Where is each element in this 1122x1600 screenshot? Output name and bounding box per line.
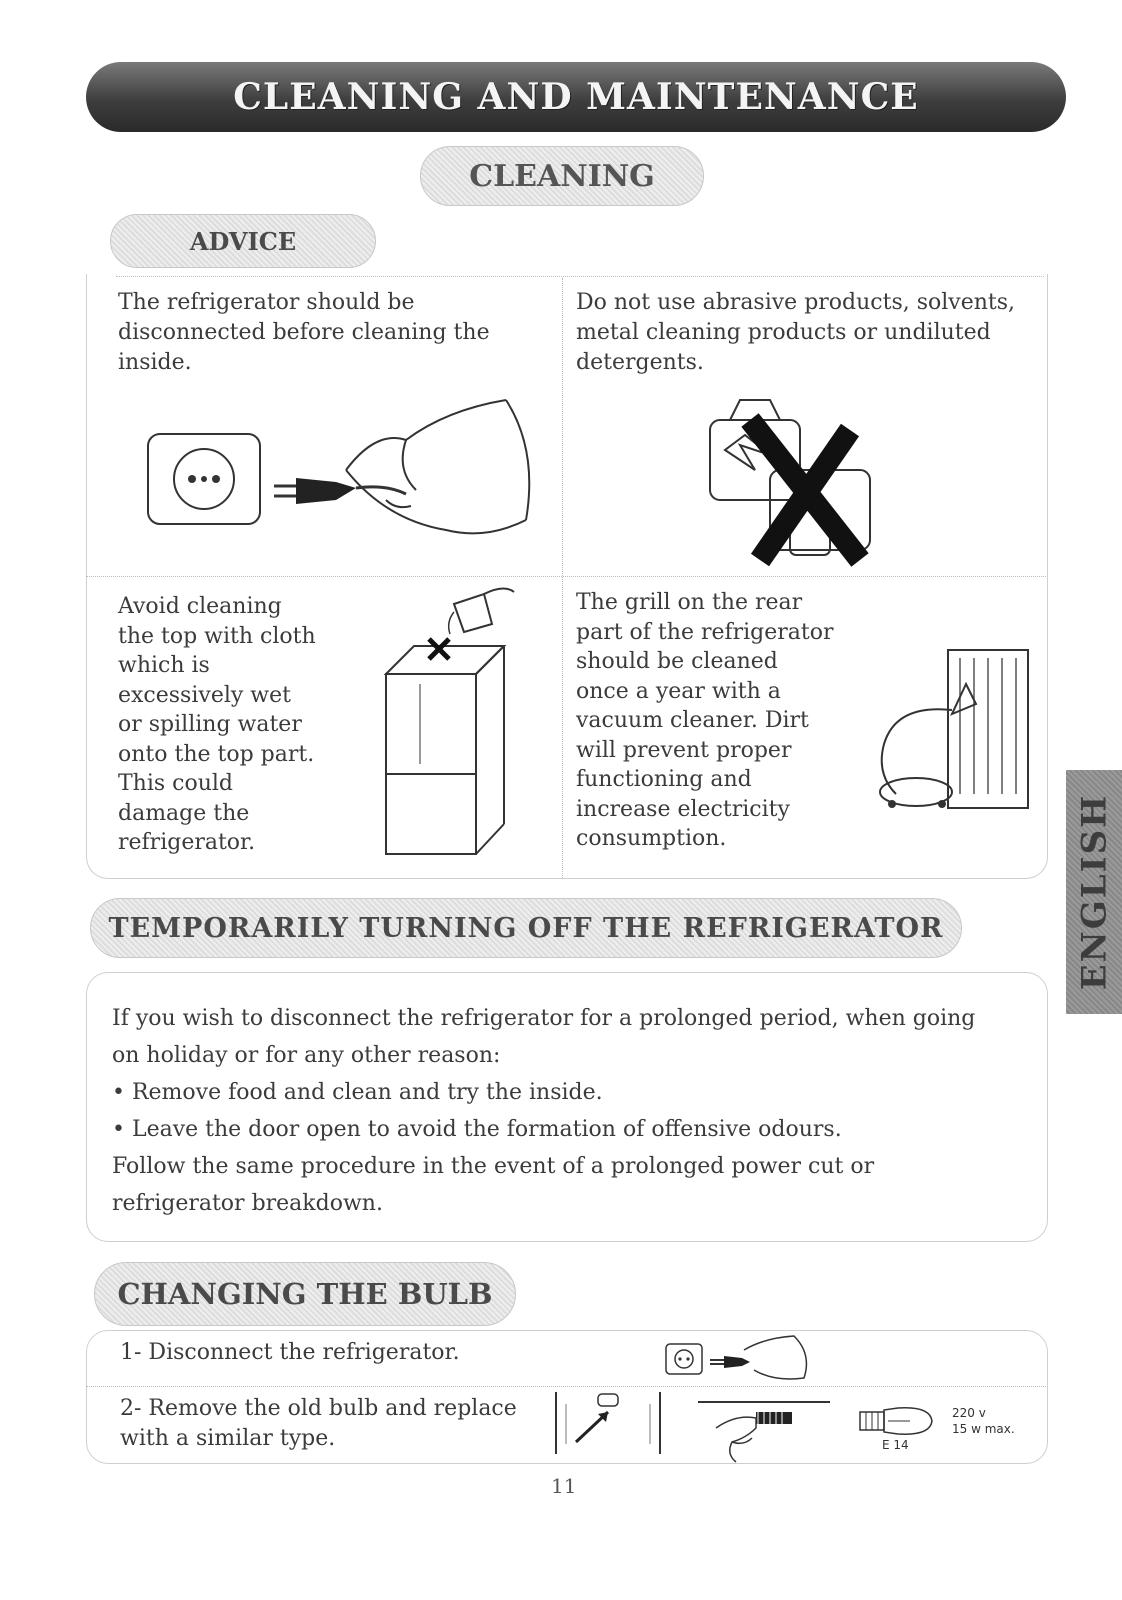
advice-heading [110,214,376,268]
hand-bulb-illustration [696,1398,836,1464]
bulb-divider [86,1386,1046,1387]
main-title-banner [86,62,1066,132]
turning-off-text: If you wish to disconnect the refrigerator for a prolonged period, when going on holiday or for any other reason: • Remove food and clean and try the inside. • Leave the door open to avoid the formation of offensive odours. Follow the same procedure in the event of a prolonged power cut or refrigerator breakdown. [112,1006,976,1216]
bulb-icon [858,1404,938,1438]
bulb-cover-illustration [552,1390,664,1456]
language-label: ENGLISH [1074,793,1114,991]
cleaning-title: CLEANING [469,158,655,194]
cleaning-products-crossed-illustration [700,400,890,570]
bulb-voltage: 220 v [952,1406,986,1420]
bulb-step-1: 1- Disconnect the refrigerator. [120,1340,460,1365]
language-side-tab [1066,770,1122,1014]
advice-grid-top-line [116,276,1044,277]
advice-cell-disconnect-text: The refrigerator should be disconnected before cleaning the inside. [118,290,490,375]
vacuum-grill-illustration [856,644,1036,814]
advice-title: ADVICE [189,226,297,256]
page-number: 11 [551,1474,577,1498]
changing-bulb-heading [94,1262,516,1326]
socket-plug-small-illustration [664,1334,814,1382]
socket-plug-illustration [146,400,536,550]
turning-off-heading [90,898,962,958]
fridge-water-spill-illustration [384,584,524,864]
turning-off-title: TEMPORARILY TURNING OFF THE REFRIGERATOR [108,912,944,944]
main-title: CLEANING AND MAINTENANCE [233,76,919,118]
cleaning-heading [420,146,704,206]
bulb-step-2: 2- Remove the old bulb and replace with a similar type. [120,1396,517,1451]
advice-cell-grill-text: The grill on the rear part of the refrigerator should be cleaned once a year with a vacuum cleaner. Dirt will prevent proper functioning and increase electricity consumption. [576,590,834,851]
bulb-socket-label: E 14 [882,1438,909,1452]
bulb-wattage: 15 w max. [952,1422,1015,1436]
changing-bulb-title: CHANGING THE BULB [117,1277,493,1311]
advice-grid-divider-horizontal [86,576,1046,577]
advice-cell-top-cloth-text: Avoid cleaning the top with cloth which is excessively wet or spilling water onto the top part. This could damage the refrigerator. [118,594,316,855]
advice-cell-abrasive-text: Do not use abrasive products, solvents, metal cleaning products or undiluted detergents. [576,290,1016,375]
advice-grid-divider-vertical [562,278,563,878]
